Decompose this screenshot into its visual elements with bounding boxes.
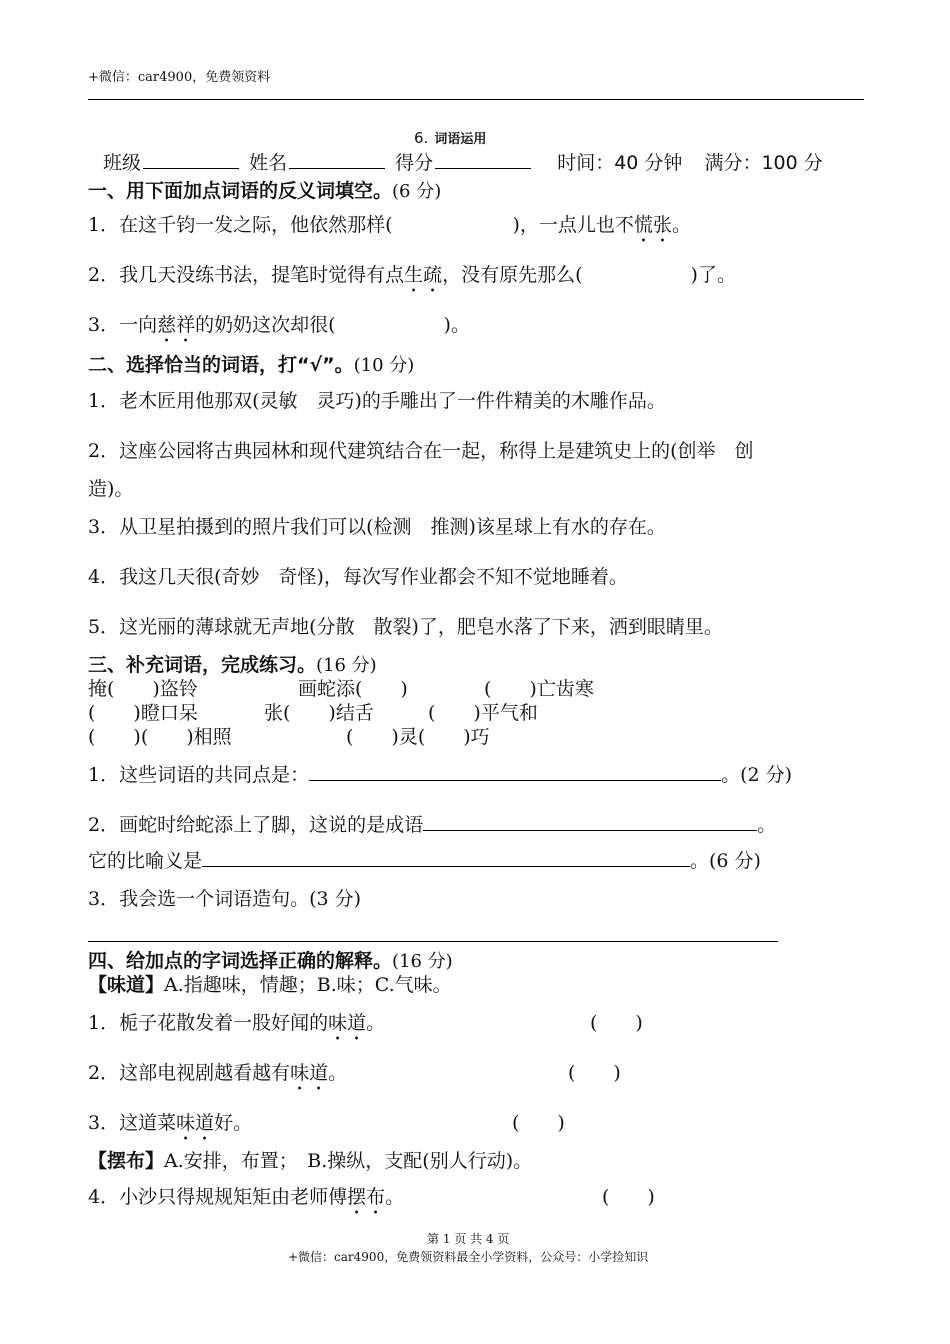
header-rule: [88, 99, 864, 100]
s3-question-2-meaning: [88, 846, 761, 873]
s3-question-1: [88, 760, 792, 787]
full-score-info: 满分：100 分: [704, 152, 823, 174]
definition-baibu-key: 【摆布】: [88, 1150, 165, 1172]
title-text: 词语运用: [434, 132, 487, 147]
s4-q4-dotted-word: 摆布: [347, 1186, 386, 1208]
definition-weidao: [88, 970, 452, 997]
s4-q3-dotted-word: 味道: [176, 1112, 215, 1134]
s1-question-1: [88, 210, 691, 247]
idiom-5[interactable]: 张( )结舌: [264, 702, 374, 724]
score-blank[interactable]: [435, 152, 531, 169]
s1-q3-text-c: )。: [443, 314, 470, 336]
title-number: 6.: [414, 129, 429, 147]
s4-q2-answer-paren[interactable]: ( ): [568, 1062, 621, 1084]
s2-question-2[interactable]: 2．这座公园将古典园林和现代建筑结合在一起，称得上是建筑史上的(创举 创: [88, 440, 754, 462]
s4-q4-answer-paren[interactable]: ( ): [602, 1186, 655, 1208]
class-blank[interactable]: [143, 152, 239, 169]
s1-q2-dotted-word: 生疏: [404, 264, 443, 286]
s4-q1-dotted-word: 味道: [328, 1012, 367, 1034]
s4-q1-answer-paren[interactable]: ( ): [590, 1012, 643, 1034]
idiom-3[interactable]: ( )亡齿寒: [484, 678, 594, 700]
s2-question-4[interactable]: 4．我这几天很(奇妙 奇怪)，每次写作业都会不知不觉地睡着。: [88, 566, 628, 588]
section-4-points: (16 分): [392, 951, 453, 972]
s3-q2-text: 2．画蛇时给蛇添上了脚，这说的是成语: [88, 814, 424, 836]
s1-q1-dotted-word: 慌张: [633, 214, 672, 236]
s1-q3-dotted-word: 慈祥: [157, 314, 196, 336]
s2-question-3[interactable]: 3．从卫星拍摄到的照片我们可以(检测 推测)该星球上有水的存在。: [88, 516, 666, 538]
section-2-heading: [88, 350, 414, 377]
s2-question-2-cont[interactable]: 造)。: [88, 478, 134, 500]
s1-question-3: [88, 310, 470, 347]
section-2-title: 二、选择恰当的词语，打“√”。: [88, 354, 354, 376]
definition-weidao-text: A.指趣味，情趣；B.味；C.气味。: [164, 974, 452, 996]
s4-q2-text-b: 。: [328, 1062, 348, 1084]
s1-q2-text-a: 2．我几天没练书法，提笔时觉得有点: [88, 264, 405, 286]
page-number: 第 1 页 共 4 页: [427, 1232, 510, 1246]
section-1-title: 一、用下面加点词语的反义词填空。: [88, 180, 393, 202]
s4-q3-answer-paren[interactable]: ( ): [512, 1112, 565, 1134]
footer-note: +微信：car4900，免费领资料最全小学资料，公众号：小学捡知识: [288, 1250, 649, 1264]
s2-question-1[interactable]: 1．老木匠用他那双(灵敏 灵巧)的手雕出了一件件精美的木雕作品。: [88, 390, 666, 412]
s4-q1-text-a: 1．栀子花散发着一股好闻的: [88, 1012, 329, 1034]
s4-q3-text-b: 好。: [214, 1112, 253, 1134]
idiom-4[interactable]: ( )瞪口呆: [88, 702, 198, 724]
s4-question-3: [88, 1108, 252, 1145]
section-4-title: 四、给加点的字词选择正确的解释。: [88, 950, 393, 972]
section-3-title: 三、补充词语，完成练习。: [88, 654, 317, 676]
section-4-heading: [88, 946, 453, 973]
s1-q1-text-c: 。: [671, 214, 691, 236]
s3-q2-points: 。(6 分): [690, 850, 761, 872]
s3-question-2: [88, 810, 776, 837]
name-label: 姓名: [249, 152, 288, 174]
s3-q1-answer-line[interactable]: [309, 762, 721, 781]
definition-baibu: [88, 1146, 532, 1173]
name-blank[interactable]: [289, 152, 385, 169]
s2-question-5[interactable]: 5．这光丽的薄球就无声地(分散 散裂)了，肥皂水落了下来，洒到眼睛里。: [88, 616, 723, 638]
s1-q2-text-b: ，没有原先那么(: [442, 264, 583, 286]
idiom-7[interactable]: ( )( )相照: [88, 726, 232, 748]
s4-q4-text-a: 4．小沙只得规规矩矩由老师傅: [88, 1186, 348, 1208]
time-info: 时间：40 分钟: [557, 152, 683, 174]
student-info-row: [103, 148, 823, 175]
header-note: +微信：car4900，免费领资料: [88, 70, 271, 85]
s4-q1-text-b: 。: [366, 1012, 386, 1034]
s4-question-4: [88, 1182, 404, 1219]
s1-q3-text-a: 3．一向: [88, 314, 158, 336]
s4-q3-text-a: 3．这道菜: [88, 1112, 177, 1134]
s4-question-1: [88, 1008, 385, 1045]
s1-q2-text-c: )了。: [690, 264, 736, 286]
idiom-1[interactable]: 掩( )盗铃: [88, 678, 198, 700]
s3-question-3: 3．我会选一个词语造句。(3 分): [88, 888, 362, 910]
s4-q2-dotted-word: 味道: [290, 1062, 329, 1084]
s3-q1-text: 1．这些词语的共同点是：: [88, 764, 310, 786]
page-title: [414, 128, 486, 147]
s3-q2-period: 。: [757, 814, 777, 836]
s3-q1-points: 。(2 分): [721, 764, 793, 786]
section-3-heading: [88, 650, 377, 677]
definition-weidao-key: 【味道】: [88, 974, 165, 996]
s3-q2-answer-line[interactable]: [423, 812, 757, 831]
section-3-points: (16 分): [316, 655, 377, 676]
s3-q2-meaning-text: 它的比喻义是: [88, 850, 203, 872]
s4-q2-text-a: 2．这部电视剧越看越有: [88, 1062, 291, 1084]
definition-baibu-text: A.安排，布置； B.操纵，支配(别人行动)。: [164, 1150, 533, 1172]
s3-q3-answer-line[interactable]: [88, 941, 778, 942]
s4-question-2: [88, 1058, 347, 1095]
idiom-6[interactable]: ( )平气和: [428, 702, 538, 724]
section-1-heading: [88, 176, 441, 203]
s1-question-2: [88, 260, 736, 297]
score-label: 得分: [395, 152, 434, 174]
idiom-2[interactable]: 画蛇添( ): [298, 678, 408, 700]
s1-q1-text-a: 1．在这千钧一发之际，他依然那样(: [88, 214, 393, 236]
s4-q4-text-b: 。: [385, 1186, 405, 1208]
s3-q2-meaning-line[interactable]: [202, 848, 690, 867]
s1-q3-text-b: 的奶奶这次却很(: [195, 314, 336, 336]
section-1-points: (6 分): [392, 181, 442, 202]
s1-q1-text-b: )，一点儿也不: [512, 214, 634, 236]
class-label: 班级: [103, 152, 142, 174]
section-2-points: (10 分): [353, 355, 415, 376]
idiom-8[interactable]: ( )灵( )巧: [346, 726, 490, 748]
